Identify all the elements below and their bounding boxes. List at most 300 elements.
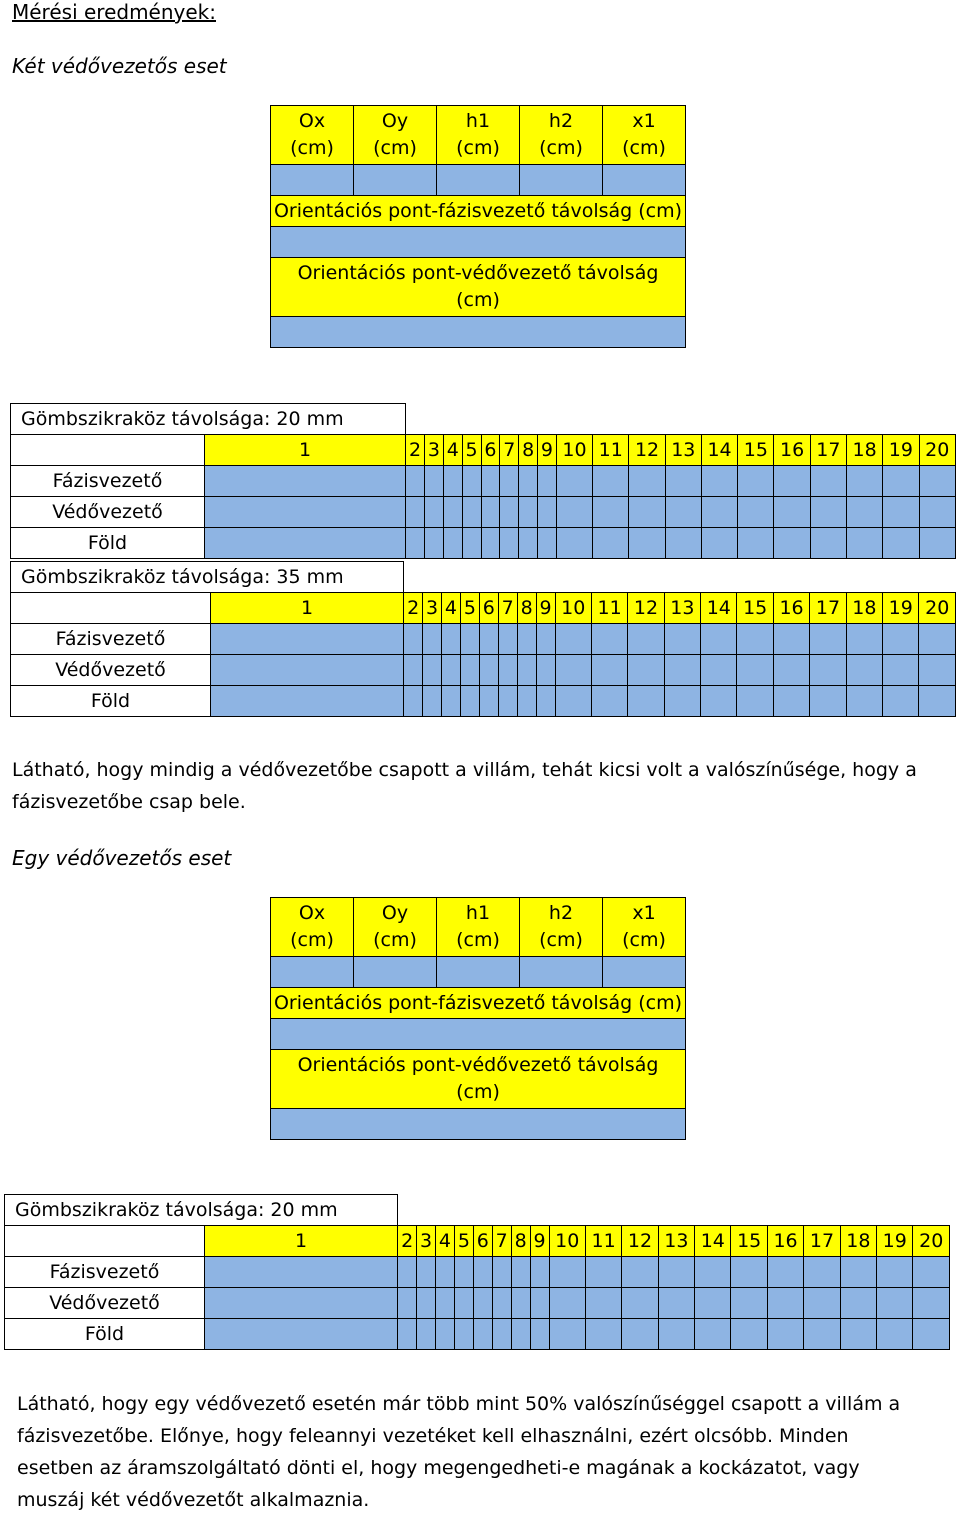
gap-table-cell[interactable] xyxy=(404,655,423,686)
gap-table-cell[interactable] xyxy=(701,466,737,497)
gap-table-cell[interactable] xyxy=(406,528,425,559)
gap-table-cell[interactable] xyxy=(549,1288,585,1319)
gap-table-corner xyxy=(5,1226,205,1257)
gap-table-cell[interactable] xyxy=(629,497,665,528)
case2-heading: Egy védővezetős eset xyxy=(12,846,232,870)
trial-number-header: 12 xyxy=(628,593,664,624)
gap-table-cell[interactable] xyxy=(492,1288,511,1319)
gap-table-cell[interactable] xyxy=(593,497,629,528)
gap-table-cell[interactable] xyxy=(877,1257,913,1288)
gap-table-cell[interactable] xyxy=(883,497,919,528)
gap-table-cell[interactable] xyxy=(846,686,882,717)
gap-table-cell[interactable] xyxy=(804,1319,840,1350)
gap-table-cell[interactable] xyxy=(658,1257,694,1288)
coord-header-x1: x1 (cm) xyxy=(622,110,666,159)
trial-number-header: 17 xyxy=(810,593,846,624)
gap-table-cell[interactable] xyxy=(443,466,462,497)
coord-header-oy: Oy (cm) xyxy=(354,898,437,956)
gap-table-cell[interactable] xyxy=(847,497,883,528)
gap-table-cell[interactable] xyxy=(701,655,737,686)
gap-table-cell[interactable] xyxy=(585,1257,621,1288)
gap-table-cell[interactable] xyxy=(406,497,425,528)
gap-table-cell[interactable] xyxy=(665,528,701,559)
gap-table-cell[interactable] xyxy=(877,1288,913,1319)
gap-table-cell[interactable] xyxy=(442,624,461,655)
gap-table-cell[interactable] xyxy=(556,466,592,497)
gap-table-cell[interactable] xyxy=(883,466,919,497)
gap-table-cell[interactable] xyxy=(556,528,592,559)
gap-table-cell[interactable] xyxy=(738,528,774,559)
coord-header-ox: Ox (cm) xyxy=(271,106,354,164)
coord-value-ox[interactable] xyxy=(271,957,354,987)
trial-number-header: 2 xyxy=(398,1226,417,1257)
gap-table-cell[interactable] xyxy=(462,466,481,497)
gap-table-cell[interactable] xyxy=(398,1257,417,1288)
gap-table-row-label: Védővezető xyxy=(11,655,211,686)
gap-table-cell[interactable] xyxy=(519,466,538,497)
gap-table-cell[interactable] xyxy=(517,686,536,717)
trial-number-header: 5 xyxy=(460,593,479,624)
trial-number-header: 12 xyxy=(622,1226,658,1257)
gap-table-cell[interactable] xyxy=(404,686,423,717)
gap-table-cell[interactable] xyxy=(519,497,538,528)
gap-table-cell[interactable] xyxy=(538,497,557,528)
coord-value-h2[interactable] xyxy=(520,957,603,987)
gap-table-cell[interactable] xyxy=(913,1288,950,1319)
trial-number-header: 19 xyxy=(883,593,919,624)
gap-table-cell[interactable] xyxy=(555,655,591,686)
gap-table-cell[interactable] xyxy=(492,1257,511,1288)
gap-table-cell[interactable] xyxy=(773,655,809,686)
gap-table-cell[interactable] xyxy=(913,1319,950,1350)
gap-table-corner xyxy=(11,593,211,624)
trial-number-header: 19 xyxy=(877,1226,913,1257)
gap-table-cell[interactable] xyxy=(658,1288,694,1319)
gap-table-cell[interactable] xyxy=(205,466,406,497)
case1-heading: Két védővezetős eset xyxy=(12,54,227,78)
gap-table-cell[interactable] xyxy=(767,1288,803,1319)
gap-table-cell[interactable] xyxy=(536,655,555,686)
trial-number-header: 12 xyxy=(629,435,665,466)
gap-table-cell[interactable] xyxy=(462,528,481,559)
phase-distance-value[interactable] xyxy=(271,227,685,258)
gap-table-cell[interactable] xyxy=(417,1288,436,1319)
gap-table-title-spacer xyxy=(398,1195,950,1226)
gap-table-cell[interactable] xyxy=(423,686,442,717)
gap-table-cell[interactable] xyxy=(511,1319,530,1350)
phase-distance-label: Orientációs pont-fázisvezető távolság (cm) xyxy=(271,988,685,1019)
gap-table-cell[interactable] xyxy=(774,528,810,559)
trial-number-header: 2 xyxy=(406,435,425,466)
gap-table-cell[interactable] xyxy=(462,497,481,528)
gap-table-cell[interactable] xyxy=(555,624,591,655)
trial-number-header: 4 xyxy=(436,1226,455,1257)
trial-number-header: 17 xyxy=(810,435,846,466)
gap-table-row-label: Védővezető xyxy=(5,1288,205,1319)
trial-number-header: 9 xyxy=(530,1226,549,1257)
coord-header-h2: h2 (cm) xyxy=(520,898,603,956)
gap-table-cell[interactable] xyxy=(664,655,700,686)
trial-number-header: 10 xyxy=(555,593,591,624)
gap-table-cell[interactable] xyxy=(593,466,629,497)
trial-number-header: 6 xyxy=(481,435,500,466)
coord-value-x1[interactable] xyxy=(603,165,685,195)
case1-gap-table-35mm xyxy=(10,561,956,717)
gap-table-cell[interactable] xyxy=(628,624,664,655)
gap-table-cell[interactable] xyxy=(460,624,479,655)
trial-number-header: 14 xyxy=(701,435,737,466)
gap-table-cell[interactable] xyxy=(804,1257,840,1288)
coord-value-row xyxy=(271,957,685,988)
gap-table-cell[interactable] xyxy=(556,497,592,528)
gap-table-cell[interactable] xyxy=(810,686,846,717)
gap-table-cell[interactable] xyxy=(731,1319,767,1350)
protective-distance-value[interactable] xyxy=(271,1109,685,1139)
gap-table-cell[interactable] xyxy=(481,497,500,528)
coord-value-h1[interactable] xyxy=(437,165,520,195)
gap-table-title: Gömbszikraköz távolsága: 20 mm xyxy=(11,404,406,435)
trial-number-header: 8 xyxy=(517,593,536,624)
gap-table-cell[interactable] xyxy=(738,497,774,528)
coord-header-row xyxy=(271,898,685,957)
gap-table-cell[interactable] xyxy=(211,686,404,717)
gap-table-cell[interactable] xyxy=(804,1288,840,1319)
trial-number-header: 8 xyxy=(511,1226,530,1257)
gap-table-cell[interactable] xyxy=(695,1288,731,1319)
trial-number-header: 19 xyxy=(883,435,919,466)
gap-table-cell[interactable] xyxy=(549,1257,585,1288)
gap-table-cell[interactable] xyxy=(664,624,700,655)
gap-table-cell[interactable] xyxy=(211,624,404,655)
gap-table-cell[interactable] xyxy=(847,466,883,497)
coord-header-h1: h1 (cm) xyxy=(437,106,520,164)
coord-header-oy: Oy (cm) xyxy=(354,106,437,164)
gap-table-cell[interactable] xyxy=(774,466,810,497)
gap-table-cell[interactable] xyxy=(454,1319,473,1350)
gap-table-cell[interactable] xyxy=(585,1288,621,1319)
trial-number-header: 5 xyxy=(454,1226,473,1257)
gap-table-cell[interactable] xyxy=(454,1288,473,1319)
gap-table-cell[interactable] xyxy=(436,1319,455,1350)
trial-number-header: 1 xyxy=(205,1226,398,1257)
gap-table-cell[interactable] xyxy=(847,528,883,559)
gap-table-cell[interactable] xyxy=(538,466,557,497)
gap-table-cell[interactable] xyxy=(436,1257,455,1288)
gap-table-cell[interactable] xyxy=(517,655,536,686)
trial-number-header: 15 xyxy=(738,435,774,466)
gap-table-cell[interactable] xyxy=(519,528,538,559)
gap-table-cell[interactable] xyxy=(424,528,443,559)
gap-table-cell[interactable] xyxy=(398,1319,417,1350)
gap-table-cell[interactable] xyxy=(737,655,773,686)
gap-table-cell[interactable] xyxy=(665,497,701,528)
trial-number-header: 18 xyxy=(840,1226,876,1257)
protective-distance-label: Orientációs pont-védővezető távolság (cm) xyxy=(271,258,685,317)
gap-table-row-label: Föld xyxy=(5,1319,205,1350)
gap-table-cell[interactable] xyxy=(695,1319,731,1350)
gap-table-cell[interactable] xyxy=(919,466,955,497)
gap-table-cell[interactable] xyxy=(622,1257,658,1288)
trial-number-header: 20 xyxy=(919,593,956,624)
gap-table-cell[interactable] xyxy=(665,466,701,497)
gap-table-cell[interactable] xyxy=(479,686,498,717)
trial-number-header: 7 xyxy=(500,435,519,466)
gap-table-cell[interactable] xyxy=(473,1319,492,1350)
gap-table-cell[interactable] xyxy=(549,1319,585,1350)
gap-table-title-spacer xyxy=(406,404,956,435)
trial-number-header: 16 xyxy=(773,593,809,624)
gap-table-cell[interactable] xyxy=(919,686,956,717)
gap-table-cell[interactable] xyxy=(622,1288,658,1319)
gap-table-cell[interactable] xyxy=(442,655,461,686)
gap-table-cell[interactable] xyxy=(773,686,809,717)
gap-table-cell[interactable] xyxy=(473,1288,492,1319)
coord-header-ox: Ox (cm) xyxy=(271,898,354,956)
gap-table-cell[interactable] xyxy=(479,624,498,655)
gap-table-cell[interactable] xyxy=(774,497,810,528)
gap-table-cell[interactable] xyxy=(737,624,773,655)
gap-table-cell[interactable] xyxy=(810,655,846,686)
coord-value-row xyxy=(271,165,685,196)
gap-table-cell[interactable] xyxy=(500,528,519,559)
gap-table-cell[interactable] xyxy=(417,1257,436,1288)
gap-table-cell[interactable] xyxy=(731,1257,767,1288)
gap-table-cell[interactable] xyxy=(205,497,406,528)
gap-table-cell[interactable] xyxy=(767,1257,803,1288)
phase-distance-label: Orientációs pont-fázisvezető távolság (cm) xyxy=(271,196,685,227)
trial-number-header: 18 xyxy=(846,593,882,624)
trial-number-header: 7 xyxy=(498,593,517,624)
trial-number-header: 3 xyxy=(423,593,442,624)
gap-table-cell[interactable] xyxy=(591,624,627,655)
gap-table-cell[interactable] xyxy=(701,624,737,655)
gap-table-cell[interactable] xyxy=(767,1319,803,1350)
gap-table-cell[interactable] xyxy=(530,1288,549,1319)
gap-table-cell[interactable] xyxy=(731,1288,767,1319)
coord-header-row xyxy=(271,106,685,165)
gap-table-cell[interactable] xyxy=(517,624,536,655)
gap-table-cell[interactable] xyxy=(664,686,700,717)
gap-table-cell[interactable] xyxy=(536,624,555,655)
gap-table-cell[interactable] xyxy=(695,1257,731,1288)
gap-table-cell[interactable] xyxy=(205,1288,398,1319)
trial-number-header: 3 xyxy=(424,435,443,466)
gap-table-cell[interactable] xyxy=(205,528,406,559)
gap-table-cell[interactable] xyxy=(498,624,517,655)
page-title: Mérési eredmények: xyxy=(12,0,216,24)
gap-table-row-label: Fázisvezető xyxy=(5,1257,205,1288)
gap-table-cell[interactable] xyxy=(883,655,919,686)
trial-number-header: 9 xyxy=(536,593,555,624)
gap-table-cell[interactable] xyxy=(593,528,629,559)
gap-table-corner xyxy=(11,435,205,466)
gap-table-cell[interactable] xyxy=(883,528,919,559)
gap-table-cell[interactable] xyxy=(846,655,882,686)
gap-table-cell[interactable] xyxy=(442,686,461,717)
gap-table-cell[interactable] xyxy=(424,497,443,528)
trial-number-header: 15 xyxy=(731,1226,767,1257)
gap-table-cell[interactable] xyxy=(481,528,500,559)
trial-number-header: 11 xyxy=(593,435,629,466)
trial-number-header: 13 xyxy=(658,1226,694,1257)
coord-value-oy[interactable] xyxy=(354,165,437,195)
case2-measurement-box xyxy=(270,897,686,1140)
coord-value-oy[interactable] xyxy=(354,957,437,987)
trial-number-header: 18 xyxy=(847,435,883,466)
trial-number-header: 8 xyxy=(519,435,538,466)
protective-distance-value[interactable] xyxy=(271,317,685,347)
coord-header-h2: h2 (cm) xyxy=(520,106,603,164)
gap-table-cell[interactable] xyxy=(536,686,555,717)
gap-table-row-label: Föld xyxy=(11,528,205,559)
gap-table-cell[interactable] xyxy=(479,655,498,686)
gap-table-cell[interactable] xyxy=(205,1319,398,1350)
trial-number-header: 13 xyxy=(665,435,701,466)
gap-table-row-label: Fázisvezető xyxy=(11,624,211,655)
gap-table-cell[interactable] xyxy=(622,1319,658,1350)
gap-table-cell[interactable] xyxy=(460,686,479,717)
case1-measurement-box xyxy=(270,105,686,348)
trial-number-header: 9 xyxy=(538,435,557,466)
gap-table-cell[interactable] xyxy=(628,655,664,686)
protective-distance-label: Orientációs pont-védővezető távolság (cm) xyxy=(271,1050,685,1109)
gap-table-cell[interactable] xyxy=(585,1319,621,1350)
gap-table-cell[interactable] xyxy=(773,624,809,655)
gap-table-row-label: Fázisvezető xyxy=(11,466,205,497)
trial-number-header: 15 xyxy=(737,593,773,624)
gap-table-cell[interactable] xyxy=(701,686,737,717)
gap-table-cell[interactable] xyxy=(500,466,519,497)
gap-table-cell[interactable] xyxy=(840,1319,876,1350)
trial-number-header: 2 xyxy=(404,593,423,624)
trial-number-header: 11 xyxy=(591,593,627,624)
gap-table-cell[interactable] xyxy=(498,655,517,686)
gap-table-cell[interactable] xyxy=(810,466,846,497)
coord-header-h1: h1 (cm) xyxy=(437,898,520,956)
gap-table-cell[interactable] xyxy=(406,466,425,497)
gap-table-cell[interactable] xyxy=(737,686,773,717)
gap-table-cell[interactable] xyxy=(701,497,737,528)
trial-number-header: 16 xyxy=(767,1226,803,1257)
trial-number-header: 14 xyxy=(701,593,737,624)
gap-table-cell[interactable] xyxy=(498,686,517,717)
gap-table-cell[interactable] xyxy=(500,497,519,528)
trial-number-header: 1 xyxy=(205,435,406,466)
gap-table-cell[interactable] xyxy=(211,655,404,686)
gap-table-cell[interactable] xyxy=(417,1319,436,1350)
phase-distance-value[interactable] xyxy=(271,1019,685,1050)
trial-number-header: 11 xyxy=(585,1226,621,1257)
trial-number-header: 17 xyxy=(804,1226,840,1257)
gap-table-cell[interactable] xyxy=(840,1257,876,1288)
gap-table-cell[interactable] xyxy=(658,1319,694,1350)
coord-value-x1[interactable] xyxy=(603,957,685,987)
gap-table-cell[interactable] xyxy=(628,686,664,717)
gap-table-cell[interactable] xyxy=(423,655,442,686)
gap-table-title: Gömbszikraköz távolsága: 35 mm xyxy=(11,562,404,593)
gap-table-cell[interactable] xyxy=(810,497,846,528)
case1-gap-table-20mm xyxy=(10,403,956,559)
coord-value-h1[interactable] xyxy=(437,957,520,987)
gap-table-cell[interactable] xyxy=(460,655,479,686)
gap-table-row-label: Védővezető xyxy=(11,497,205,528)
gap-table-cell[interactable] xyxy=(436,1288,455,1319)
gap-table-cell[interactable] xyxy=(701,528,737,559)
gap-table-cell[interactable] xyxy=(454,1257,473,1288)
gap-table-cell[interactable] xyxy=(443,528,462,559)
trial-number-header: 6 xyxy=(473,1226,492,1257)
gap-table-cell[interactable] xyxy=(511,1257,530,1288)
trial-number-header: 20 xyxy=(919,435,955,466)
trial-number-header: 7 xyxy=(492,1226,511,1257)
trial-number-header: 14 xyxy=(695,1226,731,1257)
gap-table-cell[interactable] xyxy=(511,1288,530,1319)
coord-value-h2[interactable] xyxy=(520,165,603,195)
gap-table-cell[interactable] xyxy=(738,466,774,497)
gap-table-cell[interactable] xyxy=(846,624,882,655)
gap-table-cell[interactable] xyxy=(919,624,956,655)
case1-conclusion: Látható, hogy mindig a védővezetőbe csapott a villám, tehát kicsi volt a valószínűsége, hogy a fázisvezetőbe csap bele. xyxy=(12,759,917,813)
case2-conclusion: Látható, hogy egy védővezető esetén már több mint 50% valószínűséggel csapott a villám a fázisvezetőbe. Előnye, hogy feleannyi vezetéket kell elhasználni, ezért olcsóbb. Minden esetben az áramszolgáltató dönti el, hogy megengedheti-e magának a kockázatot, vagy muszáj két védővezetőt alkalmaznia. xyxy=(17,1393,901,1511)
coord-header-x1: x1 (cm) xyxy=(622,902,666,951)
gap-table-cell[interactable] xyxy=(883,624,919,655)
gap-table-cell[interactable] xyxy=(530,1257,549,1288)
trial-number-header: 13 xyxy=(664,593,700,624)
gap-table-cell[interactable] xyxy=(883,686,919,717)
trial-number-header: 10 xyxy=(549,1226,585,1257)
trial-number-header: 5 xyxy=(462,435,481,466)
gap-table-cell[interactable] xyxy=(810,528,846,559)
trial-number-header: 10 xyxy=(556,435,592,466)
gap-table-cell[interactable] xyxy=(492,1319,511,1350)
gap-table-cell[interactable] xyxy=(810,624,846,655)
gap-table-cell[interactable] xyxy=(423,624,442,655)
gap-table-cell[interactable] xyxy=(591,686,627,717)
gap-table-cell[interactable] xyxy=(629,466,665,497)
gap-table-cell[interactable] xyxy=(919,655,956,686)
gap-table-cell[interactable] xyxy=(877,1319,913,1350)
gap-table-row-label: Föld xyxy=(11,686,211,717)
gap-table-cell[interactable] xyxy=(629,528,665,559)
trial-number-header: 20 xyxy=(913,1226,950,1257)
trial-number-header: 16 xyxy=(774,435,810,466)
gap-table-cell[interactable] xyxy=(538,528,557,559)
gap-table-cell[interactable] xyxy=(473,1257,492,1288)
gap-table-cell[interactable] xyxy=(913,1257,950,1288)
gap-table-cell[interactable] xyxy=(398,1288,417,1319)
gap-table-cell[interactable] xyxy=(840,1288,876,1319)
gap-table-cell[interactable] xyxy=(424,466,443,497)
trial-number-header: 6 xyxy=(479,593,498,624)
gap-table-cell[interactable] xyxy=(555,686,591,717)
gap-table-cell[interactable] xyxy=(443,497,462,528)
gap-table-cell[interactable] xyxy=(481,466,500,497)
trial-number-header: 4 xyxy=(443,435,462,466)
gap-table-cell[interactable] xyxy=(919,497,955,528)
case2-gap-table-20mm xyxy=(4,1194,950,1350)
gap-table-title-spacer xyxy=(404,562,956,593)
trial-number-header: 3 xyxy=(417,1226,436,1257)
coord-value-ox[interactable] xyxy=(271,165,354,195)
gap-table-cell[interactable] xyxy=(205,1257,398,1288)
gap-table-title: Gömbszikraköz távolsága: 20 mm xyxy=(5,1195,398,1226)
trial-number-header: 4 xyxy=(442,593,461,624)
gap-table-cell[interactable] xyxy=(404,624,423,655)
gap-table-cell[interactable] xyxy=(530,1319,549,1350)
gap-table-cell[interactable] xyxy=(591,655,627,686)
trial-number-header: 1 xyxy=(211,593,404,624)
gap-table-cell[interactable] xyxy=(919,528,955,559)
